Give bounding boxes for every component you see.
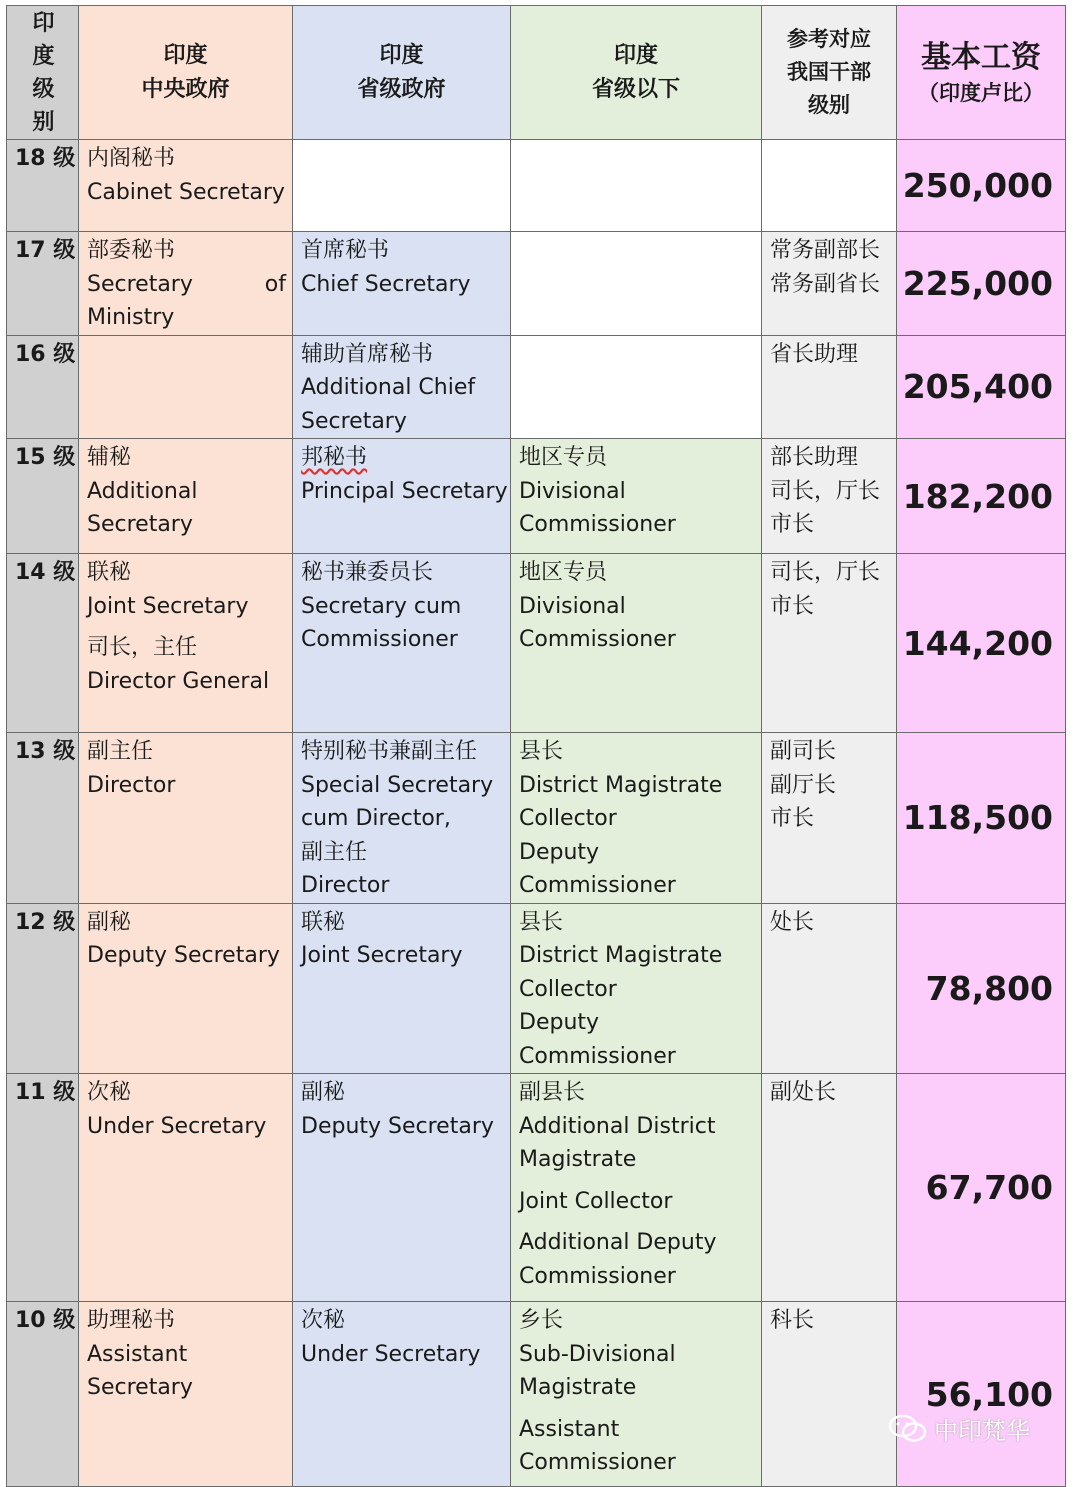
provincial-cell <box>293 140 511 232</box>
table-row <box>7 335 1066 439</box>
header-pay-unit: （印度卢比） <box>918 80 1044 105</box>
level-label: 13 级 <box>15 739 76 764</box>
provincial-cell <box>293 232 511 336</box>
salary-table <box>6 5 1066 1487</box>
below-title-en: Deputy Commissioner <box>519 1010 676 1069</box>
reference-rank: 市长 <box>770 593 815 619</box>
level-label: 12 级 <box>15 909 76 935</box>
table-row <box>7 1074 1066 1302</box>
table-row <box>7 232 1066 336</box>
below-cell <box>511 232 762 336</box>
below-title-en: District Magistrate <box>519 772 723 798</box>
central-cell <box>79 903 293 1074</box>
provincial-title-zh: 辅助首席秘书 <box>301 341 434 367</box>
header-central <box>79 6 293 140</box>
reference-rank: 副厅长 <box>770 772 837 798</box>
below-title-zh: 副县长 <box>519 1080 586 1105</box>
provincial-title-en: Under Secretary <box>301 1341 481 1367</box>
provincial-title-en: Joint Secretary <box>301 943 463 968</box>
watermark-text: 中印梵华 <box>934 1417 1030 1445</box>
reference-cell <box>762 140 897 232</box>
central-title-en: Cabinet Secretary <box>87 179 285 205</box>
below-title-en: Divisional Commissioner <box>519 593 676 652</box>
central-title-en: Director <box>87 772 176 798</box>
central-title-zh: 副秘 <box>87 909 132 935</box>
header-reference-line3: 级别 <box>808 93 850 117</box>
below-cell <box>511 140 762 232</box>
central-title-zh: 司长，主任 <box>87 635 198 660</box>
central-cell <box>79 439 293 554</box>
central-title-en: Deputy Secretary <box>87 943 280 968</box>
central-title-en: Under Secretary <box>87 1113 267 1139</box>
below-title-en: Assistant Commissioner <box>519 1416 676 1475</box>
provincial-title-en: Secretary cum Commissioner <box>301 593 462 652</box>
central-title-zh: 次秘 <box>87 1080 132 1105</box>
provincial-title-en: Chief Secretary <box>301 271 471 297</box>
header-reference-line1: 参考对应 <box>787 27 871 51</box>
watermark <box>888 1411 1030 1446</box>
pay-cell <box>897 733 1066 904</box>
header-below-line2: 省级以下 <box>591 76 680 102</box>
central-title-zh: 助理秘书 <box>87 1308 176 1333</box>
reference-rank: 科长 <box>770 1308 815 1333</box>
table-row <box>7 903 1066 1074</box>
header-central-line1: 印度 <box>163 42 208 68</box>
header-pay <box>897 6 1066 140</box>
central-title-en: Director General <box>87 668 270 694</box>
below-title-zh: 地区专员 <box>519 445 608 470</box>
table-row <box>7 140 1066 232</box>
pay-value: 67,700 <box>925 1168 1053 1207</box>
pay-value: 144,200 <box>902 623 1053 663</box>
level-cell <box>7 554 79 733</box>
central-cell <box>79 554 293 733</box>
level-label: 15 级 <box>15 445 76 470</box>
provincial-cell <box>293 335 511 439</box>
below-title-en: Sub-Divisional Magistrate <box>519 1341 676 1400</box>
central-title-zh: 辅秘 <box>87 445 132 470</box>
pay-value: 225,000 <box>902 263 1053 303</box>
provincial-cell <box>293 554 511 733</box>
pay-value: 250,000 <box>902 166 1053 205</box>
reference-rank: 市长 <box>770 806 815 831</box>
level-label: 16 级 <box>15 341 76 367</box>
level-cell <box>7 232 79 336</box>
central-title-zh: 副主任 <box>87 739 154 764</box>
level-label: 14 级 <box>15 560 76 585</box>
below-title-en: Deputy Commissioner <box>519 839 676 898</box>
central-cell <box>79 140 293 232</box>
reference-rank: 常务副部长 <box>770 238 881 263</box>
header-below-line1: 印度 <box>613 42 658 68</box>
header-provincial-line2: 省级政府 <box>357 76 446 102</box>
pay-cell <box>897 140 1066 232</box>
reference-cell <box>762 232 897 336</box>
provincial-title-en: Additional Chief Secretary <box>301 375 476 434</box>
pay-value: 78,800 <box>925 968 1053 1008</box>
provincial-cell <box>293 1302 511 1487</box>
pay-value: 118,500 <box>902 798 1053 838</box>
central-title-en: Joint Secretary <box>87 593 249 619</box>
provincial-title-zh: 副主任 <box>301 839 368 865</box>
reference-cell <box>762 554 897 733</box>
provincial-title-zh: 首席秘书 <box>301 238 390 263</box>
level-label: 18 级 <box>15 146 76 171</box>
below-title-zh: 县长 <box>519 909 564 935</box>
central-title-en: Additional Secretary <box>87 478 198 537</box>
provincial-cell <box>293 1074 511 1302</box>
provincial-cell <box>293 733 511 904</box>
level-label: 17 级 <box>15 238 76 263</box>
provincial-title-en: Director <box>301 873 390 898</box>
pay-cell <box>897 232 1066 336</box>
below-title-zh: 地区专员 <box>519 560 608 585</box>
provincial-title-zh: 副秘 <box>301 1080 346 1105</box>
below-cell <box>511 439 762 554</box>
reference-rank: 副处长 <box>770 1080 837 1105</box>
table-row <box>7 439 1066 554</box>
level-cell <box>7 733 79 904</box>
header-pay-title: 基本工资 <box>921 39 1041 75</box>
reference-rank: 部长助理 <box>770 445 859 470</box>
reference-rank: 副司长 <box>770 739 837 764</box>
provincial-cell <box>293 439 511 554</box>
reference-cell <box>762 335 897 439</box>
below-title-en: Joint Collector <box>519 1188 673 1214</box>
below-title-en: Collector <box>519 806 617 831</box>
header-row <box>7 6 1066 140</box>
level-cell <box>7 903 79 1074</box>
table-row <box>7 733 1066 904</box>
below-title-en: Additional Deputy Commissioner <box>519 1230 717 1289</box>
central-cell <box>79 1302 293 1487</box>
below-title-en: Divisional Commissioner <box>519 478 676 537</box>
reference-cell <box>762 1302 897 1487</box>
level-label: 10 级 <box>15 1308 76 1333</box>
below-cell <box>511 335 762 439</box>
below-title-en: District Magistrate <box>519 943 723 968</box>
reference-rank: 司长，厅长 <box>770 560 881 585</box>
pay-cell <box>897 903 1066 1074</box>
header-level-text: 印度级别 <box>32 10 55 135</box>
reference-cell <box>762 903 897 1074</box>
provincial-title-zh: 秘书兼委员长 <box>301 560 434 585</box>
below-title-en: Additional District Magistrate <box>519 1113 716 1172</box>
pay-cell <box>897 335 1066 439</box>
below-cell <box>511 903 762 1074</box>
reference-cell <box>762 439 897 554</box>
below-title-zh: 县长 <box>519 739 564 764</box>
header-provincial <box>293 6 511 140</box>
provincial-title-zh: 特别秘书兼副主任 <box>301 739 478 764</box>
reference-rank: 省长助理 <box>770 341 859 367</box>
below-cell <box>511 1074 762 1302</box>
level-cell <box>7 439 79 554</box>
pay-cell <box>897 554 1066 733</box>
level-cell <box>7 1074 79 1302</box>
level-label: 11 级 <box>15 1080 76 1105</box>
provincial-title-zh: 次秘 <box>301 1308 346 1333</box>
reference-cell <box>762 733 897 904</box>
central-title-zh: 部委秘书 <box>87 238 176 263</box>
central-title-zh: 联秘 <box>87 560 132 585</box>
provincial-title-en: Principal Secretary <box>301 478 508 504</box>
reference-rank: 司长，厅长 <box>770 478 881 504</box>
header-level <box>7 6 79 140</box>
level-cell <box>7 1302 79 1487</box>
central-cell <box>79 232 293 336</box>
provincial-cell <box>293 903 511 1074</box>
pay-value: 56,100 <box>925 1374 1053 1414</box>
pay-value: 205,400 <box>902 367 1053 407</box>
central-cell <box>79 335 293 439</box>
wechat-icon <box>888 1413 928 1445</box>
provincial-title-en: Deputy Secretary <box>301 1113 494 1139</box>
level-cell <box>7 335 79 439</box>
central-cell <box>79 1074 293 1302</box>
provincial-title-zh: 联秘 <box>301 909 346 935</box>
header-reference <box>762 6 897 140</box>
pay-cell <box>897 439 1066 554</box>
reference-cell <box>762 1074 897 1302</box>
level-cell <box>7 140 79 232</box>
below-title-zh: 乡长 <box>519 1308 564 1333</box>
central-title-en: Secretary of Ministry <box>87 271 286 330</box>
header-provincial-line1: 印度 <box>379 42 424 68</box>
below-cell <box>511 554 762 733</box>
pay-value: 182,200 <box>902 476 1053 516</box>
central-title-zh: 内阁秘书 <box>87 146 176 171</box>
provincial-title-zh: 邦秘书 <box>301 445 368 470</box>
reference-rank: 常务副省长 <box>770 271 881 297</box>
table-row <box>7 1302 1066 1487</box>
reference-rank: 处长 <box>770 909 815 935</box>
central-cell <box>79 733 293 904</box>
below-cell <box>511 733 762 904</box>
header-below <box>511 6 762 140</box>
central-title-en: Assistant Secretary <box>87 1341 193 1400</box>
reference-rank: 市长 <box>770 512 815 537</box>
below-cell <box>511 1302 762 1487</box>
header-reference-line2: 我国干部 <box>787 60 871 84</box>
header-central-line2: 中央政府 <box>141 76 230 102</box>
pay-cell <box>897 1074 1066 1302</box>
table-row <box>7 554 1066 733</box>
pay-cell <box>897 1302 1066 1487</box>
provincial-title-en: Special Secretary cum Director, <box>301 772 494 831</box>
below-title-en: Collector <box>519 976 617 1002</box>
